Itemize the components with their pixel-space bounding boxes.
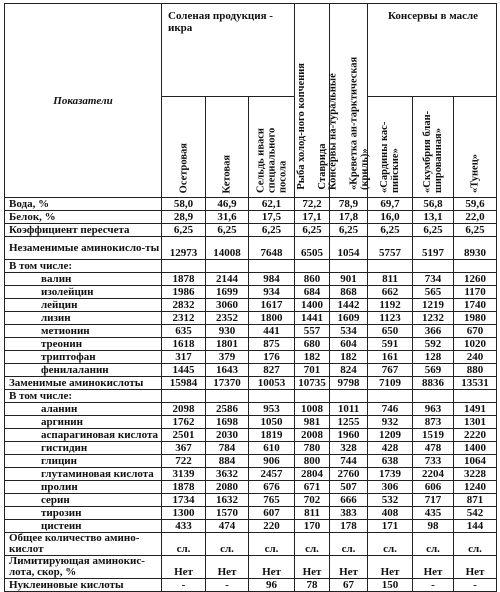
cell-value: 811 — [295, 507, 330, 520]
row-label: цистеин — [5, 520, 162, 533]
cell-value: 28,9 — [162, 211, 206, 224]
cell-value: 884 — [206, 455, 249, 468]
cell-value: 16,0 — [368, 211, 413, 224]
cell-value: 3228 — [454, 468, 497, 481]
cell-value: 7648 — [249, 237, 295, 260]
cell-value: 128 — [413, 351, 454, 364]
cell-value: 765 — [249, 494, 295, 507]
cell-value: 871 — [454, 494, 497, 507]
row-label: лейцин — [5, 299, 162, 312]
cell-value: 6,25 — [206, 224, 249, 237]
cell-value: 3060 — [206, 299, 249, 312]
cell-value — [330, 260, 368, 273]
cell-value: 1050 — [249, 416, 295, 429]
cell-value: 701 — [295, 364, 330, 377]
cell-value: 1980 — [454, 312, 497, 325]
cell-value: 1442 — [330, 299, 368, 312]
cell-value: 744 — [330, 455, 368, 468]
cell-value — [162, 260, 206, 273]
cell-value: 1617 — [249, 299, 295, 312]
cell-value: 1209 — [368, 429, 413, 442]
amino-acid-table — [4, 3, 497, 592]
cell-value: 2586 — [206, 403, 249, 416]
cell-value: 3139 — [162, 468, 206, 481]
cell-value: 428 — [368, 442, 413, 455]
column-skumbriya-header: «Скумбрия блан-шированная» — [413, 97, 454, 198]
cell-value: сл. — [206, 533, 249, 556]
table-body — [5, 198, 497, 592]
row-label: аспарагиновая кислота — [5, 429, 162, 442]
cell-value: 717 — [413, 494, 454, 507]
cell-value: 478 — [413, 442, 454, 455]
cell-value — [249, 260, 295, 273]
cell-value: 7109 — [368, 377, 413, 390]
cell-value: 1570 — [206, 507, 249, 520]
group-salted-header: Соленая продукция - икра — [162, 4, 295, 97]
cell-value: 906 — [249, 455, 295, 468]
cell-value: 12973 — [162, 237, 206, 260]
cell-value: 811 — [368, 273, 413, 286]
cell-value: 650 — [368, 325, 413, 338]
cell-value: 1762 — [162, 416, 206, 429]
table-row — [5, 273, 497, 286]
cell-value: 1609 — [330, 312, 368, 325]
column-sardiny-header: «Сардины кас-пийские» — [368, 97, 413, 198]
row-label: Лимитирующая аминокис-лота, скор, % — [5, 556, 162, 579]
cell-value: 6,25 — [295, 224, 330, 237]
table-row — [5, 533, 497, 556]
cell-value: 666 — [330, 494, 368, 507]
cell-value — [295, 260, 330, 273]
row-label: пролин — [5, 481, 162, 494]
row-label: Нуклеиновые кислоты — [5, 579, 162, 592]
table-row — [5, 312, 497, 325]
cell-value: 767 — [368, 364, 413, 377]
cell-value: 1232 — [413, 312, 454, 325]
cell-value: 733 — [413, 455, 454, 468]
cell-value: 784 — [206, 442, 249, 455]
cell-value: 1643 — [206, 364, 249, 377]
cell-value: 2760 — [330, 468, 368, 481]
table-row — [5, 442, 497, 455]
cell-value: 31,6 — [206, 211, 249, 224]
cell-value: 6505 — [295, 237, 330, 260]
cell-value: 1123 — [368, 312, 413, 325]
cell-value: 1240 — [454, 481, 497, 494]
row-label: Незаменимые аминокисло-ты — [5, 237, 162, 260]
cell-value: 220 — [249, 520, 295, 533]
cell-value — [413, 260, 454, 273]
cell-value: 13531 — [454, 377, 497, 390]
group-canned-oil-header: Консервы в масле — [368, 4, 497, 97]
table-row — [5, 556, 497, 579]
row-label: валин — [5, 273, 162, 286]
group-canned-natural-header: Консервы на-туральные «Креветка ан-тарктическая (криль)» — [330, 4, 368, 198]
cell-value: 62,1 — [249, 198, 295, 211]
row-label: тирозин — [5, 507, 162, 520]
cell-value: сл. — [295, 533, 330, 556]
cell-value: 880 — [454, 364, 497, 377]
cell-value: 746 — [368, 403, 413, 416]
cell-value: 367 — [162, 442, 206, 455]
cell-value: 59,6 — [454, 198, 497, 211]
cell-value: Нет — [330, 556, 368, 579]
cell-value: 6,25 — [413, 224, 454, 237]
cell-value: 1740 — [454, 299, 497, 312]
cell-value: 22,0 — [454, 211, 497, 224]
cell-value: 2220 — [454, 429, 497, 442]
cell-value: 671 — [295, 481, 330, 494]
column-tunec-header: «Тунец» — [454, 97, 497, 198]
cell-value: - — [413, 579, 454, 592]
cell-value: 10053 — [249, 377, 295, 390]
table-row — [5, 325, 497, 338]
cell-value: сл. — [249, 533, 295, 556]
cell-value: 1400 — [295, 299, 330, 312]
cell-value: 1020 — [454, 338, 497, 351]
cell-value: 1491 — [454, 403, 497, 416]
cell-value: 408 — [368, 507, 413, 520]
cell-value: 963 — [413, 403, 454, 416]
cell-value: 1301 — [454, 416, 497, 429]
cell-value: 557 — [295, 325, 330, 338]
cell-value: 569 — [413, 364, 454, 377]
cell-value: 69,7 — [368, 198, 413, 211]
row-label: Общее количество амино-кислот — [5, 533, 162, 556]
cell-value: 635 — [162, 325, 206, 338]
table-row — [5, 507, 497, 520]
cell-value — [413, 390, 454, 403]
cell-value: 182 — [330, 351, 368, 364]
cell-value: 17,5 — [249, 211, 295, 224]
cell-value: 534 — [330, 325, 368, 338]
cell-value: 873 — [413, 416, 454, 429]
cell-value: 2352 — [206, 312, 249, 325]
cell-value: сл. — [368, 533, 413, 556]
column-stavrida-header: Ставрида — [317, 143, 329, 190]
cell-value: 607 — [249, 507, 295, 520]
cell-value: 591 — [368, 338, 413, 351]
cell-value: 734 — [413, 273, 454, 286]
row-label: гистидин — [5, 442, 162, 455]
cell-value — [368, 390, 413, 403]
cell-value: - — [162, 579, 206, 592]
cell-value: 532 — [368, 494, 413, 507]
cell-value: 2204 — [413, 468, 454, 481]
cell-value: 161 — [368, 351, 413, 364]
cell-value: 507 — [330, 481, 368, 494]
cell-value: 14008 — [206, 237, 249, 260]
cell-value: 5757 — [368, 237, 413, 260]
table-row — [5, 579, 497, 592]
table-row — [5, 286, 497, 299]
table-row — [5, 520, 497, 533]
row-label: треонин — [5, 338, 162, 351]
cell-value: 78,9 — [330, 198, 368, 211]
cell-value: - — [454, 579, 497, 592]
cell-value: 1734 — [162, 494, 206, 507]
row-label: метионин — [5, 325, 162, 338]
cell-value: 1064 — [454, 455, 497, 468]
cell-value: Нет — [206, 556, 249, 579]
cell-value: Нет — [454, 556, 497, 579]
cell-value: 46,9 — [206, 198, 249, 211]
cell-value: 934 — [249, 286, 295, 299]
column-seld-ivasi-header: Сельдь иваси специального посола — [249, 97, 295, 198]
table-row — [5, 455, 497, 468]
row-label: фенилаланин — [5, 364, 162, 377]
cell-value: 780 — [295, 442, 330, 455]
cell-value: 1878 — [162, 273, 206, 286]
cell-value: 901 — [330, 273, 368, 286]
cell-value: 1519 — [413, 429, 454, 442]
cell-value: 78 — [295, 579, 330, 592]
table-row — [5, 429, 497, 442]
cell-value: 10735 — [295, 377, 330, 390]
cell-value: 317 — [162, 351, 206, 364]
table-row — [5, 377, 497, 390]
cell-value: Нет — [368, 556, 413, 579]
cell-value — [368, 260, 413, 273]
cell-value: 702 — [295, 494, 330, 507]
cell-value: 684 — [295, 286, 330, 299]
cell-value: 3632 — [206, 468, 249, 481]
cell-value — [454, 390, 497, 403]
cell-value: 435 — [413, 507, 454, 520]
cell-value: 8836 — [413, 377, 454, 390]
cell-value: 868 — [330, 286, 368, 299]
cell-value: 13,1 — [413, 211, 454, 224]
cell-value: 1441 — [295, 312, 330, 325]
cell-value: 240 — [454, 351, 497, 364]
cell-value: 2144 — [206, 273, 249, 286]
row-label: Вода, % — [5, 198, 162, 211]
row-label: аргинин — [5, 416, 162, 429]
cell-value: 441 — [249, 325, 295, 338]
cell-value: 1400 — [454, 442, 497, 455]
row-label: В том числе: — [5, 260, 162, 273]
cell-value: 96 — [249, 579, 295, 592]
cell-value: 1192 — [368, 299, 413, 312]
row-label: триптофан — [5, 351, 162, 364]
cell-value: Нет — [413, 556, 454, 579]
cell-value: 1960 — [330, 429, 368, 442]
cell-value: 1170 — [454, 286, 497, 299]
column-ketovaya-header: Кетовая — [206, 97, 249, 198]
cell-value — [249, 390, 295, 403]
cell-value: Нет — [295, 556, 330, 579]
cell-value: 670 — [454, 325, 497, 338]
table-row — [5, 338, 497, 351]
cell-value: 474 — [206, 520, 249, 533]
cell-value: 144 — [454, 520, 497, 533]
cell-value: 6,25 — [368, 224, 413, 237]
cell-value: 824 — [330, 364, 368, 377]
cell-value: 610 — [249, 442, 295, 455]
row-label: Заменимые аминокислоты — [5, 377, 162, 390]
cell-value: 638 — [368, 455, 413, 468]
cell-value: 606 — [413, 481, 454, 494]
column-osetrovaya-header: Осетровая — [162, 97, 206, 198]
cell-value: 2080 — [206, 481, 249, 494]
cell-value: 1986 — [162, 286, 206, 299]
table-row — [5, 198, 497, 211]
cell-value: сл. — [330, 533, 368, 556]
cell-value: 2030 — [206, 429, 249, 442]
cell-value: 1878 — [162, 481, 206, 494]
cell-value: 6,25 — [330, 224, 368, 237]
cell-value: 800 — [295, 455, 330, 468]
cell-value: 722 — [162, 455, 206, 468]
cell-value: 306 — [368, 481, 413, 494]
table-row — [5, 481, 497, 494]
column-krevetka-header: «Креветка ан-тарктическая (криль)» — [348, 56, 371, 190]
cell-value: 542 — [454, 507, 497, 520]
cell-value: 860 — [295, 273, 330, 286]
cell-value: 67 — [330, 579, 368, 592]
cell-value: 953 — [249, 403, 295, 416]
cell-value: 1255 — [330, 416, 368, 429]
table-row — [5, 211, 497, 224]
table-row — [5, 364, 497, 377]
cell-value: 17,8 — [330, 211, 368, 224]
cell-value: 9798 — [330, 377, 368, 390]
cell-value: 981 — [295, 416, 330, 429]
table-row — [5, 468, 497, 481]
cell-value: 17,1 — [295, 211, 330, 224]
cell-value: 875 — [249, 338, 295, 351]
cell-value: 592 — [413, 338, 454, 351]
cell-value: 17370 — [206, 377, 249, 390]
table-row — [5, 351, 497, 364]
cell-value: 662 — [368, 286, 413, 299]
cell-value — [206, 390, 249, 403]
cell-value: 1054 — [330, 237, 368, 260]
cell-value: 604 — [330, 338, 368, 351]
row-label: Белок, % — [5, 211, 162, 224]
cell-value: сл. — [454, 533, 497, 556]
cell-value — [162, 390, 206, 403]
group-fish-header: Рыба холод-ного копчения Ставрида — [295, 4, 330, 198]
cell-value: 182 — [295, 351, 330, 364]
cell-value: 5197 — [413, 237, 454, 260]
cell-value: 1819 — [249, 429, 295, 442]
cell-value: 1699 — [206, 286, 249, 299]
row-label: изолейцин — [5, 286, 162, 299]
cell-value: Нет — [162, 556, 206, 579]
cell-value: 565 — [413, 286, 454, 299]
cell-value: 2008 — [295, 429, 330, 442]
row-label: аланин — [5, 403, 162, 416]
cell-value: 984 — [249, 273, 295, 286]
cell-value — [330, 390, 368, 403]
cell-value: 366 — [413, 325, 454, 338]
cell-value: 1698 — [206, 416, 249, 429]
cell-value: 1260 — [454, 273, 497, 286]
table-row — [5, 494, 497, 507]
cell-value: 98 — [413, 520, 454, 533]
cell-value: 1300 — [162, 507, 206, 520]
cell-value: 6,25 — [249, 224, 295, 237]
table-row — [5, 416, 497, 429]
cell-value: 176 — [249, 351, 295, 364]
row-label: лизин — [5, 312, 162, 325]
cell-value: 2501 — [162, 429, 206, 442]
cell-value: 1219 — [413, 299, 454, 312]
cell-value: 178 — [330, 520, 368, 533]
cell-value: 6,25 — [162, 224, 206, 237]
cell-value: 15984 — [162, 377, 206, 390]
cell-value: 930 — [206, 325, 249, 338]
cell-value: 676 — [249, 481, 295, 494]
cell-value — [206, 260, 249, 273]
cell-value: 2457 — [249, 468, 295, 481]
cell-value: сл. — [162, 533, 206, 556]
cell-value: 680 — [295, 338, 330, 351]
cell-value: 171 — [368, 520, 413, 533]
cell-value: 1739 — [368, 468, 413, 481]
row-label: серин — [5, 494, 162, 507]
cell-value: 58,0 — [162, 198, 206, 211]
cell-value: 6,25 — [454, 224, 497, 237]
cell-value: 1011 — [330, 403, 368, 416]
cell-value: Нет — [249, 556, 295, 579]
cell-value: 2832 — [162, 299, 206, 312]
cell-value: 1008 — [295, 403, 330, 416]
table-row — [5, 390, 497, 403]
cell-value: 1618 — [162, 338, 206, 351]
cell-value: 1445 — [162, 364, 206, 377]
cell-value: 328 — [330, 442, 368, 455]
table-row — [5, 260, 497, 273]
row-label: В том числе: — [5, 390, 162, 403]
table-row — [5, 224, 497, 237]
cell-value: 2098 — [162, 403, 206, 416]
cell-value: 8930 — [454, 237, 497, 260]
cell-value: - — [206, 579, 249, 592]
row-label: Коэффициент пересчета — [5, 224, 162, 237]
cell-value: 56,8 — [413, 198, 454, 211]
cell-value: 379 — [206, 351, 249, 364]
cell-value: 383 — [330, 507, 368, 520]
cell-value: 150 — [368, 579, 413, 592]
cell-value: 1632 — [206, 494, 249, 507]
cell-value: 827 — [249, 364, 295, 377]
cell-value: 2804 — [295, 468, 330, 481]
table-row — [5, 299, 497, 312]
cell-value: 433 — [162, 520, 206, 533]
cell-value — [295, 390, 330, 403]
cell-value: 72,2 — [295, 198, 330, 211]
cell-value: сл. — [413, 533, 454, 556]
cell-value: 2312 — [162, 312, 206, 325]
row-label: глутаминовая кислота — [5, 468, 162, 481]
table-row — [5, 403, 497, 416]
table-row — [5, 237, 497, 260]
cell-value: 1801 — [206, 338, 249, 351]
row-label: глицин — [5, 455, 162, 468]
indicators-header: Показатели — [5, 4, 162, 198]
cell-value: 1800 — [249, 312, 295, 325]
cell-value: 932 — [368, 416, 413, 429]
cell-value: 170 — [295, 520, 330, 533]
cell-value — [454, 260, 497, 273]
